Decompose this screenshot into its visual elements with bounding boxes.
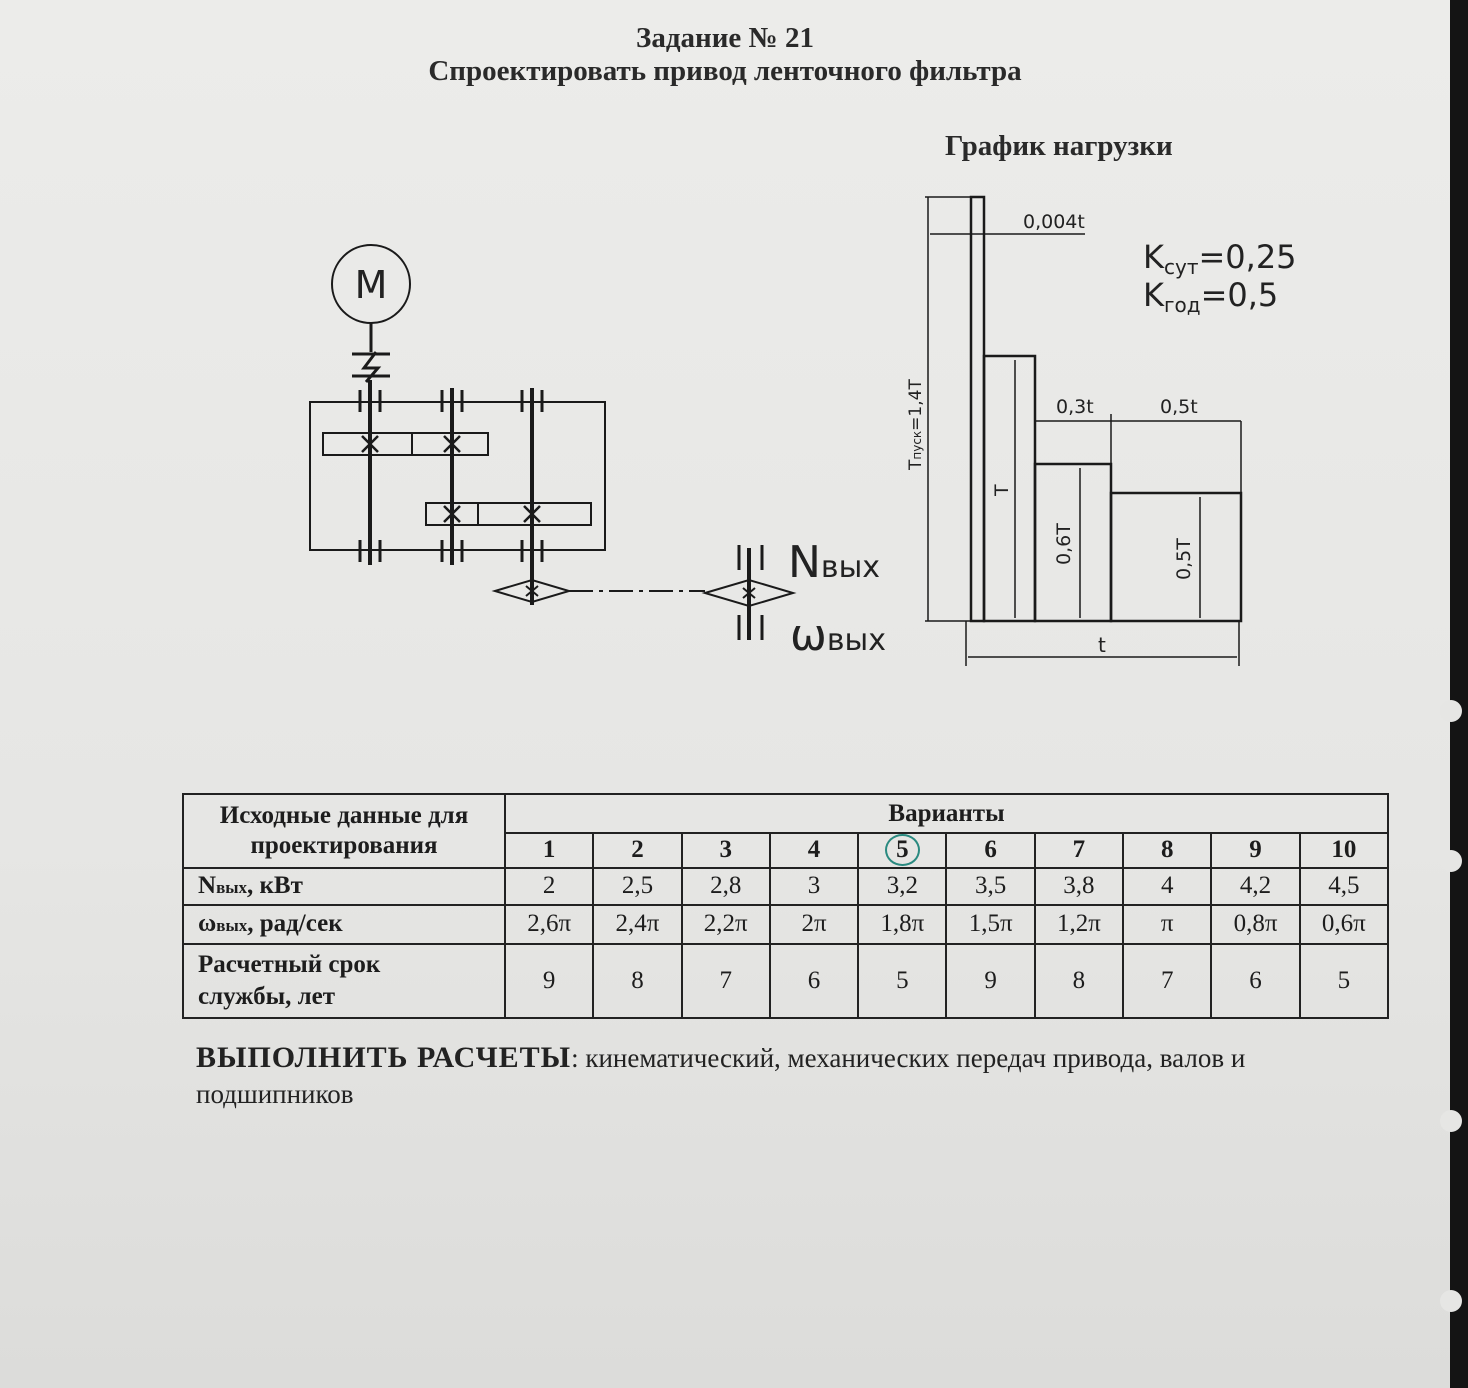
instructions: [196, 1040, 1376, 1112]
table-row: [183, 944, 1388, 1018]
duration-05-label: 0,5t: [1160, 396, 1198, 418]
cell: 5: [1300, 944, 1388, 1018]
k-god-coefficient: Kгод=0,5: [1143, 276, 1279, 317]
variant-number: 7: [1035, 833, 1123, 868]
cell: 4,5: [1300, 868, 1388, 905]
variant-number: 9: [1211, 833, 1299, 868]
start-peak-bar: [971, 197, 984, 621]
cell: 1,5π: [946, 905, 1034, 944]
cell: 4,2: [1211, 868, 1299, 905]
cell: 7: [1123, 944, 1211, 1018]
row-label-service-life: Расчетный срок службы, лет: [183, 944, 505, 1018]
cell: 2,6π: [505, 905, 593, 944]
cell: 0,8π: [1211, 905, 1299, 944]
output-power-label: Nвых: [788, 537, 881, 588]
variant-number: 3: [682, 833, 770, 868]
cell: 2,4π: [593, 905, 681, 944]
duration-03-label: 0,3t: [1056, 396, 1094, 418]
cell: 3,8: [1035, 868, 1123, 905]
task-number: Задание № 21: [636, 22, 814, 54]
cell: 6: [770, 944, 858, 1018]
cell: 5: [858, 944, 946, 1018]
instructions-text: : кинематический, механических передач привода, валов и подшипников: [196, 1043, 1246, 1109]
start-duration-label: 0,004t: [1023, 211, 1085, 233]
cell: π: [1123, 905, 1211, 944]
variant-number: 1: [505, 833, 593, 868]
cell: 2π: [770, 905, 858, 944]
variants-table: [182, 793, 1389, 1019]
torque-06-label: 0,6Т: [1053, 523, 1075, 565]
motor-label: М: [354, 263, 388, 307]
variant-number: 2: [593, 833, 681, 868]
time-total-label: t: [1098, 633, 1106, 657]
torque-full-label: Т: [991, 484, 1013, 496]
cell: 8: [1035, 944, 1123, 1018]
cell: 8: [593, 944, 681, 1018]
table-row: [183, 905, 1388, 944]
cell: 3,2: [858, 868, 946, 905]
cell: 2,2π: [682, 905, 770, 944]
table-row: [183, 868, 1388, 905]
task-title: Спроектировать привод ленточного фильтра: [428, 55, 1022, 87]
cell: 1,2π: [1035, 905, 1123, 944]
cell: 1,8π: [858, 905, 946, 944]
cell: 3,5: [946, 868, 1034, 905]
output-omega-label: ωвых: [790, 610, 886, 661]
instructions-lead: ВЫПОЛНИТЬ РАСЧЕТЫ: [196, 1041, 572, 1074]
cell: 7: [682, 944, 770, 1018]
row-label-omega: ωвых, рад/сек: [183, 905, 505, 944]
cell: 3: [770, 868, 858, 905]
cell: 9: [946, 944, 1034, 1018]
cell: 6: [1211, 944, 1299, 1018]
torque-05-label: 0,5Т: [1173, 538, 1195, 580]
load-graph-title: График нагрузки: [945, 130, 1173, 162]
variant-number: 8: [1123, 833, 1211, 868]
variants-header: Варианты: [505, 794, 1388, 833]
row-label-power: Nвых, кВт: [183, 868, 505, 905]
cell: 2,8: [682, 868, 770, 905]
variant-number-selected: [858, 833, 946, 868]
cell: 0,6π: [1300, 905, 1388, 944]
k-sut-coefficient: Kсут=0,25: [1143, 238, 1297, 279]
selected-variant-mark: 5: [885, 834, 920, 866]
cell: 2,5: [593, 868, 681, 905]
gearbox-housing: [310, 402, 605, 550]
cell: 2: [505, 868, 593, 905]
variant-number: 10: [1300, 833, 1388, 868]
variant-number: 4: [770, 833, 858, 868]
row-header-cell: Исходные данные для проектирования: [183, 794, 505, 868]
gear-pair-1: [323, 433, 488, 455]
cell: 9: [505, 944, 593, 1018]
cell: 4: [1123, 868, 1211, 905]
variant-number: 6: [946, 833, 1034, 868]
start-torque-label: Тпуск=1,4Т: [906, 379, 926, 470]
